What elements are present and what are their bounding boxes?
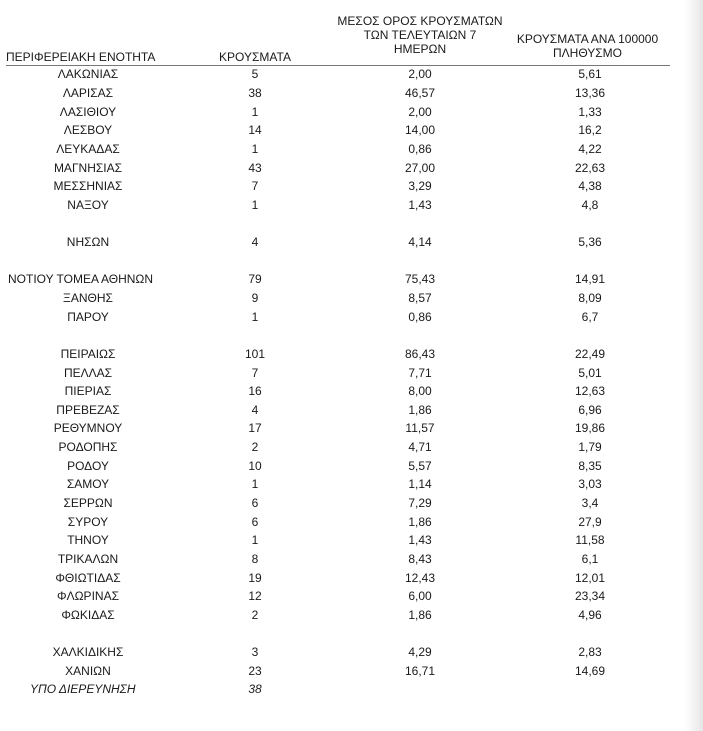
- per-100000-value: 8,35: [578, 459, 602, 473]
- region-name: ΦΘΙΩΤΙΔΑΣ: [55, 571, 121, 585]
- avg-7day-value: 7,29: [408, 496, 432, 510]
- cases-value: 1: [251, 105, 259, 119]
- table-row: [0, 271, 703, 287]
- region-name: ΜΕΣΣΗΝΙΑΣ: [53, 179, 123, 193]
- table-row: [0, 607, 703, 623]
- avg-7day-value: 4,71: [408, 440, 432, 454]
- region-name: ΠΡΕΒΕΖΑΣ: [56, 403, 120, 417]
- region-name: ΣΥΡΟΥ: [67, 515, 109, 529]
- region-name: ΜΑΓΝΗΣΙΑΣ: [53, 161, 123, 175]
- region-name: ΡΕΘΥΜΝΟΥ: [53, 421, 123, 435]
- cases-value: 7: [251, 366, 259, 380]
- per-100000-value: 27,9: [578, 515, 602, 529]
- per-100000-value: 16,2: [578, 123, 602, 137]
- header-cases: ΚΡΟΥΣΜΑΤΑ: [219, 50, 291, 64]
- cases-value: 5: [251, 67, 259, 81]
- table-row: [0, 309, 703, 325]
- table-row: [0, 458, 703, 474]
- avg-7day-value: 1,43: [408, 198, 432, 212]
- cases-value: 4: [251, 403, 259, 417]
- cases-value: 16: [248, 384, 262, 398]
- table-row: [0, 663, 703, 679]
- header-avg-line3: ΗΜΕΡΩΝ: [393, 42, 447, 56]
- avg-7day-value: 3,29: [408, 179, 432, 193]
- region-name: ΠΕΙΡΑΙΩΣ: [60, 347, 116, 361]
- footer-cases: 38: [248, 682, 262, 696]
- table-row: [0, 402, 703, 418]
- table-row: [0, 644, 703, 660]
- region-name: ΛΑΚΩΝΙΑΣ: [57, 67, 119, 81]
- cases-value: 6: [251, 515, 259, 529]
- per-100000-value: 3,03: [578, 477, 602, 491]
- region-name: ΡΟΔΟΠΗΣ: [58, 440, 118, 454]
- avg-7day-value: 5,57: [408, 459, 432, 473]
- avg-7day-value: 1,86: [408, 403, 432, 417]
- cases-value: 1: [251, 533, 259, 547]
- avg-7day-value: 1,14: [408, 477, 432, 491]
- table-row: [0, 570, 703, 586]
- per-100000-value: 5,36: [578, 235, 602, 249]
- avg-7day-value: 0,86: [408, 142, 432, 156]
- per-100000-value: 6,1: [581, 552, 599, 566]
- header-avg-line2: ΤΩΝ ΤΕΛΕΥΤΑΙΩΝ 7: [363, 28, 477, 42]
- region-name: ΤΡΙΚΑΛΩΝ: [57, 552, 119, 566]
- header-avg-line1: ΜΕΣΟΣ ΟΡΟΣ ΚΡΟΥΣΜΑΤΩΝ: [337, 14, 503, 28]
- avg-7day-value: 86,43: [404, 347, 436, 361]
- cases-value: 3: [251, 645, 259, 659]
- avg-7day-value: 16,71: [404, 664, 436, 678]
- table-row: [0, 476, 703, 492]
- table-row: [0, 197, 703, 213]
- avg-7day-value: 4,14: [408, 235, 432, 249]
- region-name: ΛΕΣΒΟΥ: [63, 123, 113, 137]
- avg-7day-value: 12,43: [404, 571, 436, 585]
- header-per-line2: ΠΛΗΘΥΣΜΟ: [552, 46, 623, 60]
- table-row: [0, 122, 703, 138]
- cases-value: 12: [248, 589, 262, 603]
- region-name: ΦΩΚΙΔΑΣ: [61, 608, 115, 622]
- cases-value: 1: [251, 198, 259, 212]
- per-100000-value: 5,61: [578, 67, 602, 81]
- per-100000-value: 1,79: [578, 440, 602, 454]
- per-100000-value: 22,49: [574, 347, 606, 361]
- table-row: [0, 141, 703, 157]
- avg-7day-value: 8,00: [408, 384, 432, 398]
- avg-7day-value: 2,00: [408, 105, 432, 119]
- cases-value: 4: [251, 235, 259, 249]
- table-row: [0, 514, 703, 530]
- per-100000-value: 11,58: [575, 533, 605, 547]
- per-100000-value: 4,96: [578, 608, 602, 622]
- per-100000-value: 12,01: [574, 571, 606, 585]
- region-name: ΦΛΩΡΙΝΑΣ: [57, 589, 119, 603]
- per-100000-value: 19,86: [574, 421, 606, 435]
- footer-label: ΥΠΟ ΔΙΕΡΕΥΝΗΣΗ: [30, 682, 136, 696]
- table-row: [0, 588, 703, 604]
- region-name: ΠΕΛΛΑΣ: [63, 366, 113, 380]
- cases-value: 1: [251, 477, 259, 491]
- per-100000-value: 23,34: [574, 589, 606, 603]
- avg-7day-value: 7,71: [408, 366, 432, 380]
- per-100000-value: 14,91: [574, 272, 606, 286]
- cases-value: 23: [248, 664, 262, 678]
- header-avg-7day: [320, 14, 520, 56]
- avg-7day-value: 6,00: [408, 589, 432, 603]
- avg-7day-value: 1,86: [408, 515, 432, 529]
- table-row: [0, 104, 703, 120]
- per-100000-value: 3,4: [581, 496, 599, 510]
- table-row: [0, 495, 703, 511]
- avg-7day-value: 8,57: [408, 291, 432, 305]
- table-row: [0, 420, 703, 436]
- header-per-line1: ΚΡΟΥΣΜΑΤΑ ΑΝΑ 100000: [516, 32, 659, 46]
- per-100000-value: 6,96: [578, 403, 602, 417]
- region-name: ΤΗΝΟΥ: [67, 533, 109, 547]
- per-100000-value: 2,83: [578, 645, 602, 659]
- avg-7day-value: 75,43: [404, 272, 436, 286]
- avg-7day-value: 27,00: [404, 161, 436, 175]
- region-name: ΛΑΣΙΘΙΟΥ: [59, 105, 117, 119]
- cases-value: 19: [248, 571, 262, 585]
- region-name: ΣΕΡΡΩΝ: [63, 496, 113, 510]
- cases-value: 43: [248, 161, 262, 175]
- cases-value: 17: [248, 421, 262, 435]
- table-row: [0, 383, 703, 399]
- footer-row: [0, 681, 703, 697]
- table-row: [0, 551, 703, 567]
- per-100000-value: 22,63: [574, 161, 606, 175]
- table-row: [0, 66, 703, 82]
- avg-7day-value: 4,29: [408, 645, 432, 659]
- cases-value: 8: [251, 552, 259, 566]
- cases-value: 2: [251, 440, 259, 454]
- table-row: [0, 346, 703, 362]
- region-name: ΠΙΕΡΙΑΣ: [64, 384, 112, 398]
- cases-value: 101: [244, 347, 266, 361]
- region-name: ΝΗΣΩΝ: [66, 235, 110, 249]
- region-name: ΠΑΡΟΥ: [67, 310, 109, 324]
- avg-7day-value: 2,00: [408, 67, 432, 81]
- cases-value: 14: [248, 123, 262, 137]
- region-name: ΣΑΜΟΥ: [66, 477, 110, 491]
- region-name: ΞΑΝΘΗΣ: [63, 291, 113, 305]
- table-row: [0, 160, 703, 176]
- cases-value: 38: [248, 86, 262, 100]
- cases-value: 79: [248, 272, 262, 286]
- per-100000-value: 4,22: [578, 142, 602, 156]
- header-per-100000: [500, 32, 675, 60]
- avg-7day-value: 11,57: [405, 421, 435, 435]
- avg-7day-value: 0,86: [408, 310, 432, 324]
- per-100000-value: 12,63: [574, 384, 606, 398]
- per-100000-value: 4,38: [578, 179, 602, 193]
- cases-value: 6: [251, 496, 259, 510]
- region-name: ΝΑΞΟΥ: [67, 198, 109, 212]
- page-edge-shadow: [685, 0, 703, 731]
- avg-7day-value: 1,86: [408, 608, 432, 622]
- avg-7day-value: 14,00: [404, 123, 436, 137]
- region-name: ΧΑΛΚΙΔΙΚΗΣ: [52, 645, 124, 659]
- cases-value: 1: [251, 310, 259, 324]
- cases-value: 1: [251, 142, 259, 156]
- per-100000-value: 6,7: [581, 310, 599, 324]
- cases-value: 7: [251, 179, 259, 193]
- per-100000-value: 13,36: [574, 86, 606, 100]
- avg-7day-value: 46,57: [404, 86, 436, 100]
- avg-7day-value: 1,43: [408, 533, 432, 547]
- per-100000-value: 8,09: [578, 291, 602, 305]
- cases-value: 2: [251, 608, 259, 622]
- header-region: ΠΕΡΙΦΕΡΕΙΑΚΗ ΕΝΟΤΗΤΑ: [6, 50, 156, 64]
- avg-7day-value: 8,43: [408, 552, 432, 566]
- region-name: ΛΑΡΙΣΑΣ: [62, 86, 114, 100]
- per-100000-value: 4,8: [581, 198, 599, 212]
- table-row: [0, 290, 703, 306]
- region-name: ΧΑΝΙΩΝ: [65, 664, 111, 678]
- cases-value: 9: [251, 291, 259, 305]
- table-row: [0, 85, 703, 101]
- per-100000-value: 14,69: [574, 664, 606, 678]
- per-100000-value: 5,01: [578, 366, 602, 380]
- table-row: [0, 365, 703, 381]
- table-row: [0, 178, 703, 194]
- cases-value: 10: [248, 459, 262, 473]
- region-name: ΡΟΔΟΥ: [67, 459, 109, 473]
- table-row: [0, 234, 703, 250]
- region-name: ΝΟΤΙΟΥ ΤΟΜΕΑ ΑΘΗΝΩΝ: [8, 272, 154, 286]
- per-100000-value: 1,33: [578, 105, 602, 119]
- table-row: [0, 532, 703, 548]
- region-name: ΛΕΥΚΑΔΑΣ: [56, 142, 120, 156]
- table-row: [0, 439, 703, 455]
